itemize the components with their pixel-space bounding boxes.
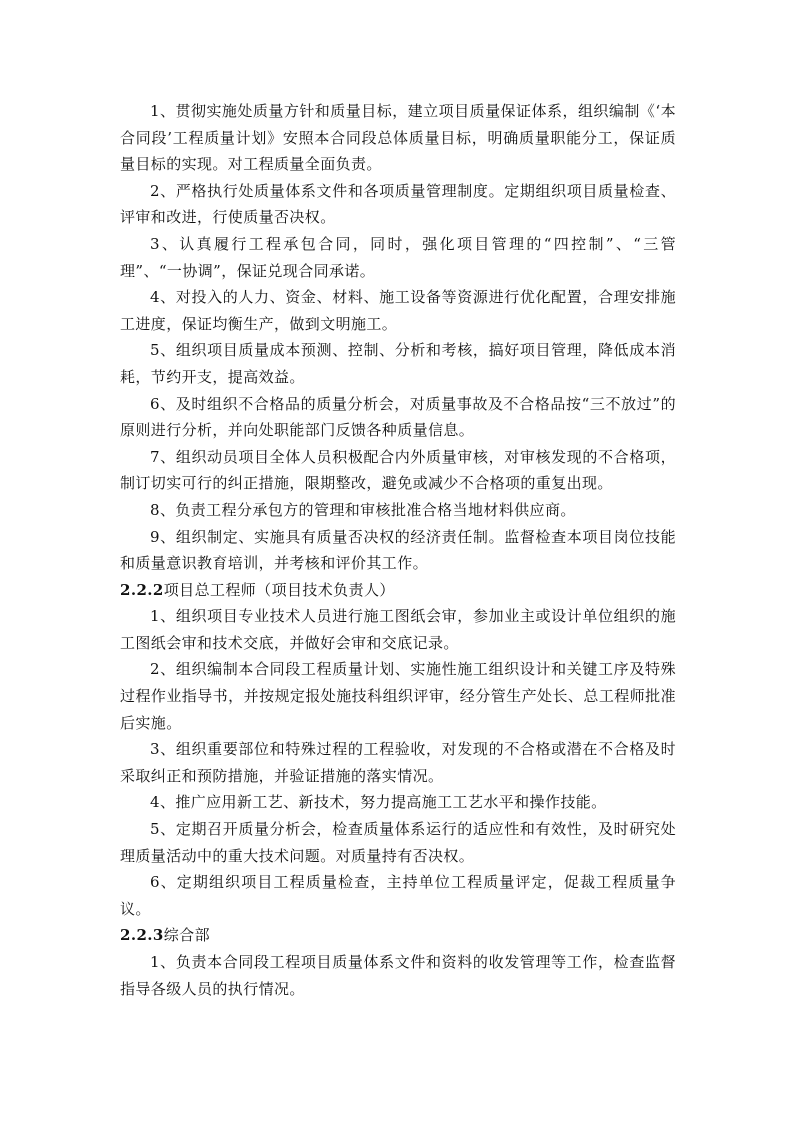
document-body — [120, 98, 676, 1002]
paragraph-2-2-1-item-5: 5、组织项目质量成本预测、控制、分析和考核，搞好项目管理，降低成本消耗，节约开支，提高效益。 — [120, 341, 676, 386]
paragraph-2-2-1-item-2: 2、严格执行处质量体系文件和各项质量管理制度。定期组织项目质量检查、评审和改进，行使质量否决权。 — [120, 181, 676, 227]
paragraph-2-2-2-item-1: 1、组织项目专业技术人员进行施工图纸会审，参加业主或设计单位组织的施工图纸会审和技术交底，并做好会审和交底记录。 — [120, 607, 676, 652]
section-number: 2.2.3 — [120, 926, 164, 945]
section-title: 综合部 — [163, 926, 210, 945]
paragraph-2-2-1-item-1: 1、贯彻实施处质量方针和质量目标，建立项目质量保证体系，组织编制《‘本合同段’工程质量计划》安照本合同段总体质量目标，明确质量职能分工，保证质量目标的实现。对工程质量全面负责。 — [120, 102, 676, 174]
paragraph-2-2-1-item-3: 3、认真履行工程承包合同，同时，强化项目管理的“四控制”、“三管理”、“一协调”，保证兑现合同承诺。 — [120, 234, 676, 280]
paragraph-2-2-2-item-2: 2、组织编制本合同段工程质量计划、实施性施工组织设计和关键工序及特殊过程作业指导书，并按规定报处施技科组织评审，经分管生产处长、总工程师批准后实施。 — [120, 660, 676, 732]
section-title: 项目总工程师（项目技术负责人） — [163, 580, 395, 599]
paragraph-2-2-3-item-1: 1、负责本合同段工程项目质量体系文件和资料的收发管理等工作，检查监督指导各级人员的执行情况。 — [120, 953, 676, 998]
paragraph-2-2-2-item-3: 3、组织重要部位和特殊过程的工程验收，对发现的不合格或潜在不合格及时采取纠正和预防措施，并验证措施的落实情况。 — [120, 740, 676, 785]
section-heading-2-2-3 — [120, 922, 676, 949]
paragraph-2-2-1-item-9: 9、组织制定、实施具有质量否决权的经济责任制。监督检查本项目岗位技能和质量意识教育培训，并考核和评价其工作。 — [120, 527, 676, 573]
paragraph-2-2-2-item-6: 6、定期组织项目工程质量检查，主持单位工程质量评定，促裁工程质量争议。 — [120, 873, 676, 918]
section-number: 2.2.2 — [120, 580, 164, 599]
paragraph-2-2-1-item-8: 8、负责工程分承包方的管理和审核批准合格当地材料供应商。 — [150, 500, 576, 519]
paragraph-2-2-1-item-7: 7、组织动员项目全体人员积极配合内外质量审核，对审核发现的不合格项，制订切实可行的纠正措施，限期整改，避免或减少不合格项的重复出现。 — [120, 447, 676, 493]
paragraph-2-2-2-item-5: 5、定期召开质量分析会，检查质量体系运行的适应性和有效性，及时研究处理质量活动中的重大技术问题。对质量持有否决权。 — [120, 820, 676, 865]
paragraph-2-2-2-item-4: 4、推广应用新工艺、新技术，努力提高施工工艺水平和操作技能。 — [150, 793, 607, 812]
paragraph-2-2-1-item-4: 4、对投入的人力、资金、材料、施工设备等资源进行优化配置，合理安排施工进度，保证均衡生产，做到文明施工。 — [120, 288, 676, 333]
paragraph-2-2-1-item-6: 6、及时组织不合格品的质量分析会，对质量事故及不合格品按“三不放过”的原则进行分析，并向处职能部门反馈各种质量信息。 — [120, 394, 676, 440]
section-heading-2-2-2 — [120, 577, 676, 604]
